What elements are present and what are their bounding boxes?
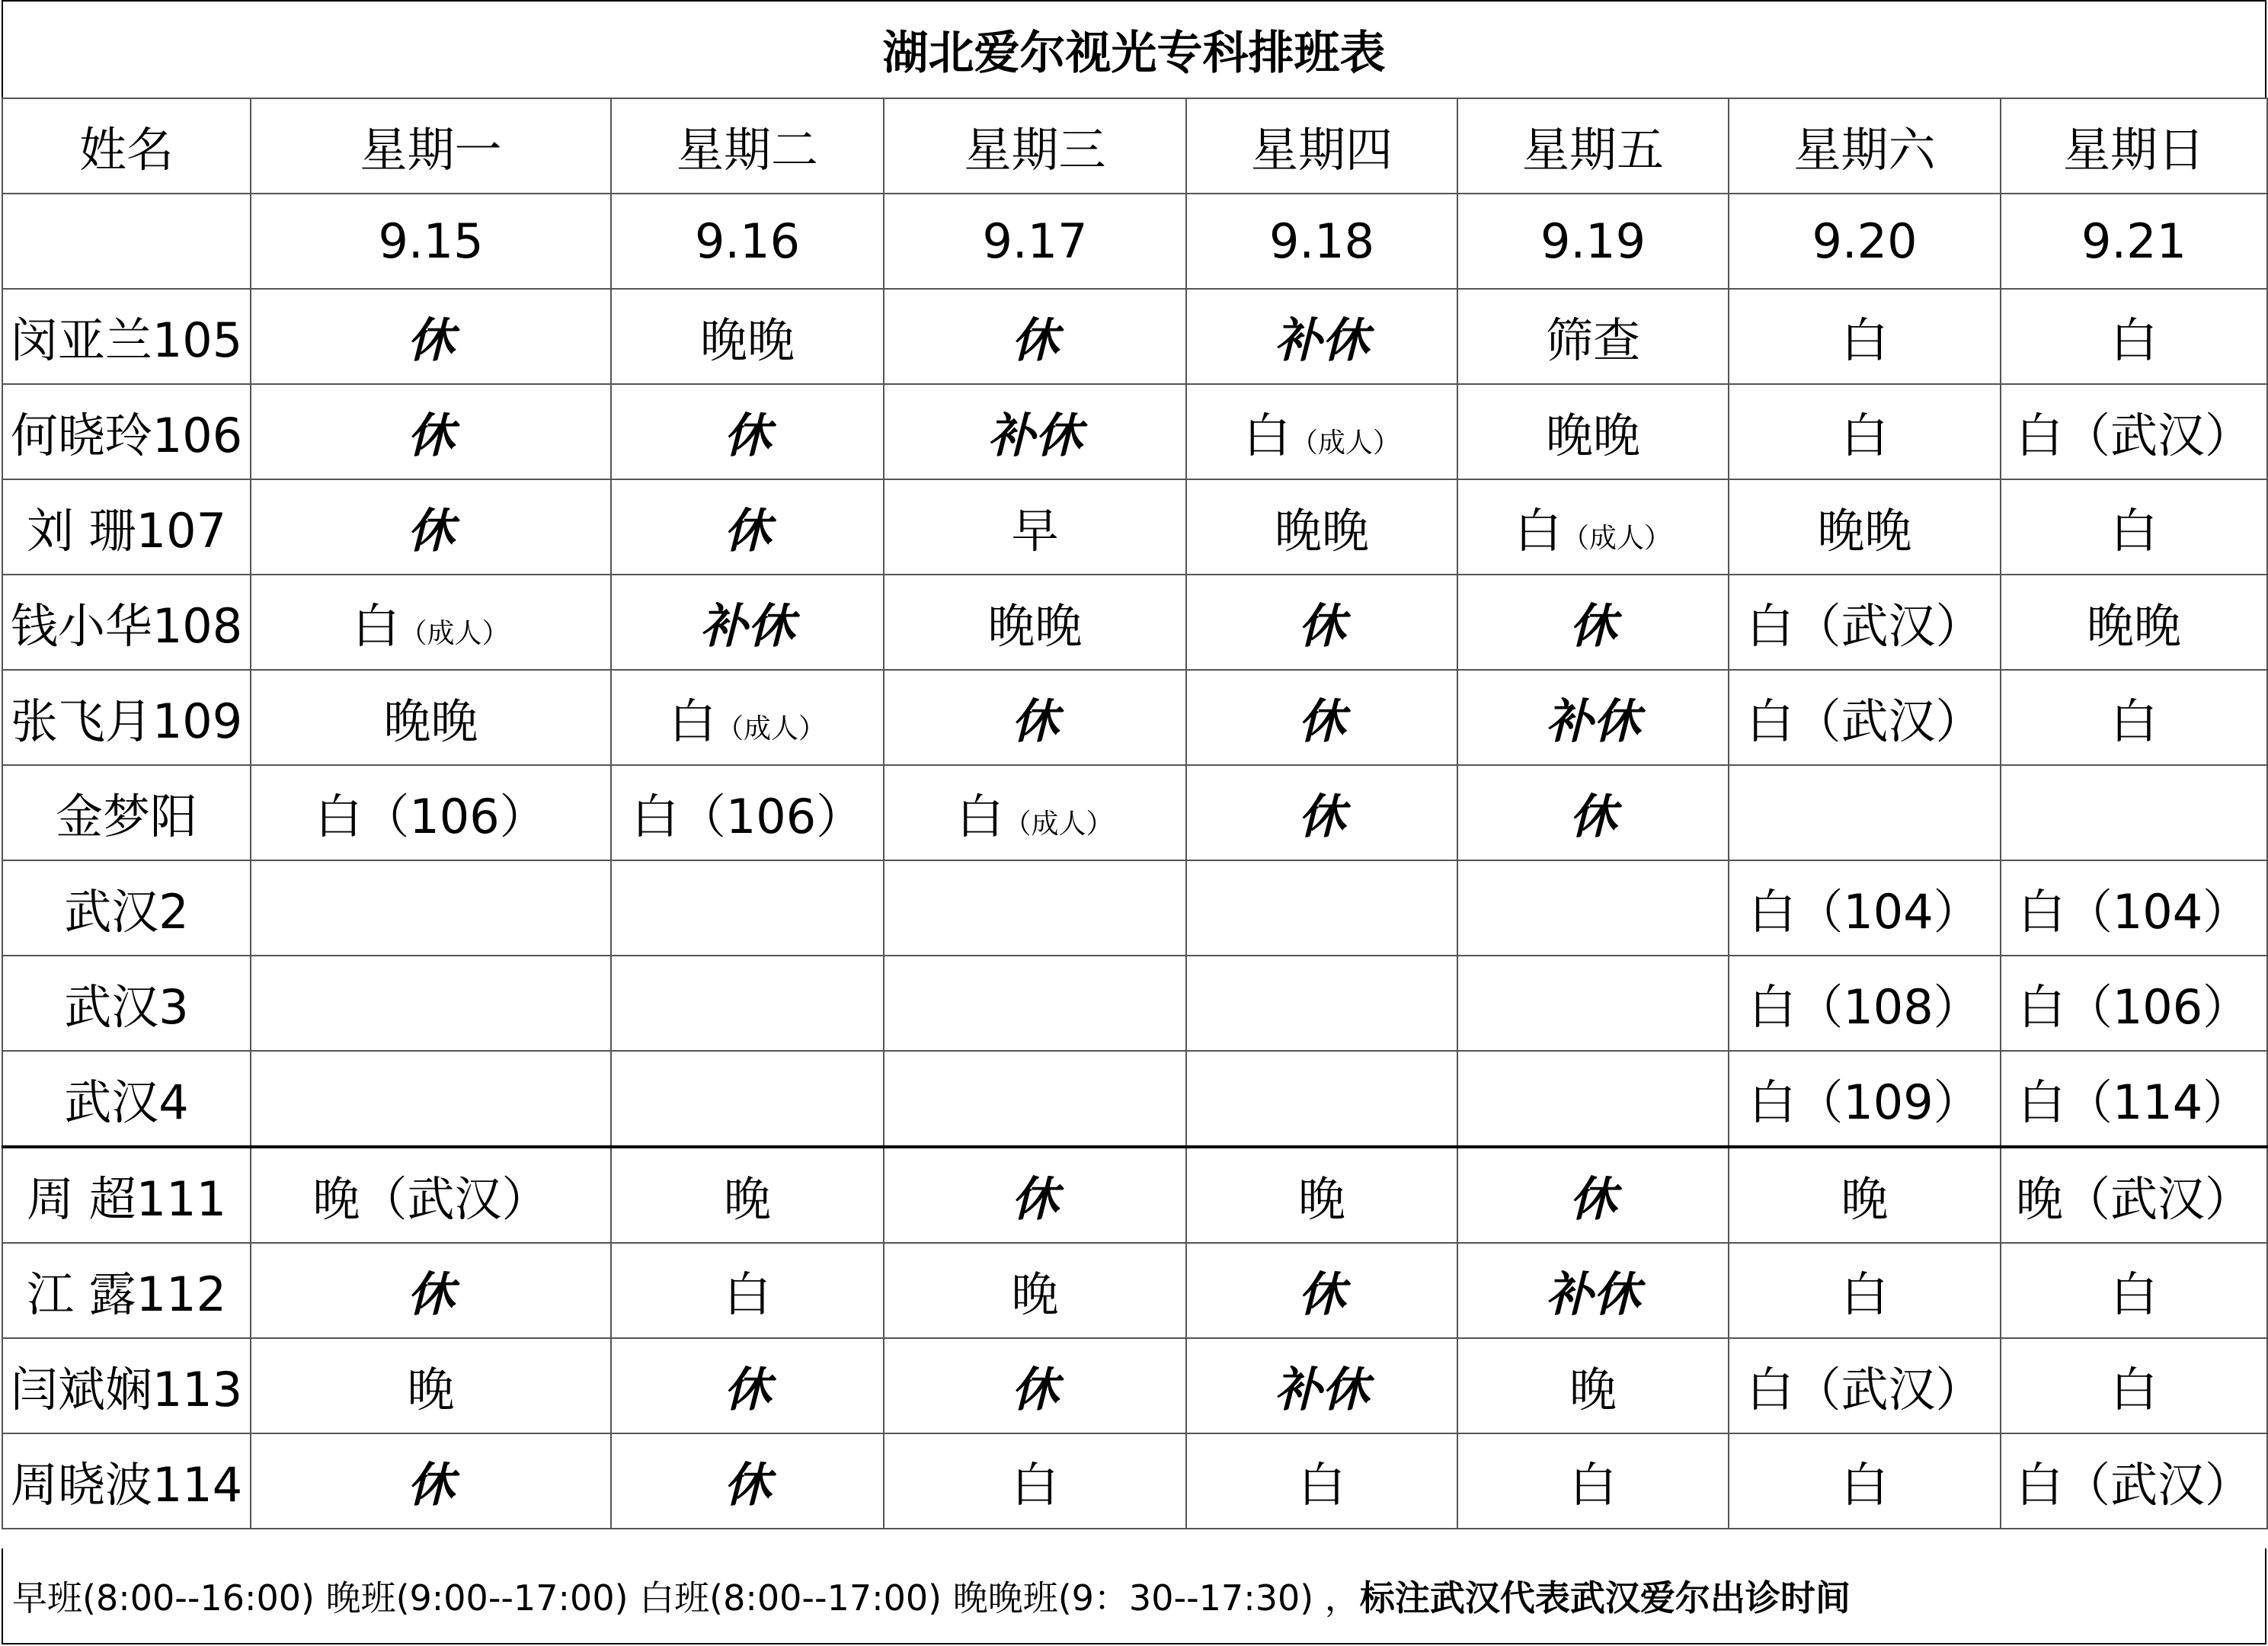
- shift-cell: [2001, 1147, 2267, 1243]
- date-row: [2, 194, 2267, 289]
- shift-cell: [1457, 289, 1729, 384]
- shift-cell: [2001, 575, 2267, 670]
- shift-label: 白: [668, 693, 716, 749]
- shift-label: 白（武汉）: [1746, 598, 1983, 654]
- rest-shift-cell: [884, 289, 1186, 384]
- shift-cell: [2001, 384, 2267, 479]
- rest-shift-cell: [251, 479, 611, 575]
- shift-cell: [1186, 479, 1457, 575]
- shift-label: 休: [1011, 312, 1059, 368]
- staff-name: 武汉3: [2, 956, 251, 1051]
- shift-cell: [1186, 384, 1457, 479]
- shift-label: 白: [1514, 503, 1562, 559]
- shift-label: 休: [723, 1457, 771, 1513]
- shift-label: 白: [1569, 1457, 1617, 1513]
- shift-label: 休: [1297, 1267, 1345, 1322]
- shift-label: 晚晚: [383, 693, 478, 749]
- shift-cell: [1457, 1433, 1729, 1529]
- rest-shift-cell: [611, 1433, 884, 1529]
- shift-cell: [884, 1433, 1186, 1529]
- shift-note: （成人）: [1562, 523, 1672, 554]
- shift-label: 筛查: [1545, 312, 1640, 368]
- staff-name: 何晓玲106: [2, 384, 251, 479]
- shift-cell: [2001, 1433, 2267, 1529]
- rest-shift-cell: [884, 384, 1186, 479]
- shift-cell: [611, 670, 884, 765]
- shift-label: 白（108）: [1748, 979, 1981, 1035]
- shift-cell: [1186, 956, 1457, 1051]
- staff-name: 闵亚兰105: [2, 289, 251, 384]
- staff-name: 周晓波114: [2, 1433, 251, 1529]
- sheet-title: 湖北爱尔视光专科排班表: [2, 0, 2266, 98]
- shift-label: 休: [1297, 693, 1345, 749]
- shift-cell: [884, 479, 1186, 575]
- shift-label: 休: [407, 503, 455, 559]
- shift-cell: [251, 670, 611, 765]
- shift-label: 晚: [1841, 1171, 1889, 1227]
- shift-cell: [1729, 956, 2001, 1051]
- shift-cell: [1729, 1147, 2001, 1243]
- staff-name: 张飞月109: [2, 670, 251, 765]
- shift-label: 晚晚: [699, 312, 795, 368]
- legend-footer: [2, 1548, 2266, 1644]
- shift-cell: [1729, 479, 2001, 575]
- shift-cell: [1729, 289, 2001, 384]
- shift-cell: [884, 1243, 1186, 1338]
- rest-shift-cell: [1186, 1338, 1457, 1433]
- shift-label: 补休: [987, 408, 1083, 463]
- staff-row: [2, 1433, 2267, 1529]
- shift-cell: [2001, 860, 2267, 956]
- shift-label: 白: [1841, 312, 1889, 368]
- rest-shift-cell: [251, 1433, 611, 1529]
- shift-label: 白: [2110, 1267, 2158, 1322]
- staff-row: [2, 289, 2267, 384]
- shift-label: 早: [1011, 503, 1059, 559]
- staff-name: 刘 珊107: [2, 479, 251, 575]
- shift-cell: [251, 1338, 611, 1433]
- shift-label: 白: [2110, 693, 2158, 749]
- shift-label: 休: [1011, 1171, 1059, 1227]
- shift-cell: [2001, 956, 2267, 1051]
- shift-cell: [2001, 765, 2267, 860]
- shift-label: 晚晚: [987, 598, 1083, 654]
- rest-shift-cell: [1186, 670, 1457, 765]
- shift-label: 补休: [699, 598, 795, 654]
- shift-label: 休: [407, 312, 455, 368]
- shift-cell: [251, 575, 611, 670]
- staff-name: 钱小华108: [2, 575, 251, 670]
- shift-label: 补休: [1274, 312, 1369, 368]
- shift-cell: [251, 1051, 611, 1147]
- shift-note: （成人）: [1291, 428, 1401, 459]
- shift-cell: [611, 1147, 884, 1243]
- staff-name: 武汉2: [2, 860, 251, 956]
- staff-row: [2, 575, 2267, 670]
- staff-row: [2, 765, 2267, 860]
- shift-cell: [1186, 1147, 1457, 1243]
- shift-cell: [251, 765, 611, 860]
- shift-label: 休: [723, 408, 771, 463]
- shift-cell: [611, 860, 884, 956]
- shift-label: 休: [723, 503, 771, 559]
- shift-cell: [884, 575, 1186, 670]
- date-cell: 9.15: [251, 194, 611, 289]
- shift-label: 白: [1243, 408, 1291, 463]
- rest-shift-cell: [611, 575, 884, 670]
- wuhan-note: 标注武汉代表武汉爱尔出诊时间: [1359, 1577, 1851, 1619]
- date-cell: 9.17: [884, 194, 1186, 289]
- shift-label: 补休: [1545, 1267, 1640, 1322]
- staff-row: [2, 1243, 2267, 1338]
- rest-shift-cell: [884, 670, 1186, 765]
- shift-label: 休: [1569, 598, 1617, 654]
- shift-cell: [884, 860, 1186, 956]
- shift-cell: [1729, 670, 2001, 765]
- shift-label: 休: [1297, 789, 1345, 844]
- rest-shift-cell: [611, 384, 884, 479]
- shift-cell: [1729, 765, 2001, 860]
- date-cell: 9.19: [1457, 194, 1729, 289]
- shift-cell: [611, 1051, 884, 1147]
- shift-label: 晚（武汉）: [2015, 1171, 2252, 1227]
- shift-cell: [1729, 1433, 2001, 1529]
- shift-cell: [251, 1147, 611, 1243]
- shift-cell: [2001, 1243, 2267, 1338]
- shift-label: 白（武汉）: [1746, 693, 1983, 749]
- rest-shift-cell: [1457, 765, 1729, 860]
- shift-cell: [611, 289, 884, 384]
- day-header: 星期四: [1186, 98, 1457, 194]
- staff-row: [2, 670, 2267, 765]
- staff-row: [2, 860, 2267, 956]
- rest-shift-cell: [251, 289, 611, 384]
- shift-cell: [2001, 1338, 2267, 1433]
- rest-shift-cell: [1457, 1147, 1729, 1243]
- shift-label: 休: [407, 408, 455, 463]
- shift-label: 白: [1841, 1457, 1889, 1513]
- rest-shift-cell: [1457, 575, 1729, 670]
- staff-row: [2, 479, 2267, 575]
- shift-label: 白: [956, 789, 1004, 844]
- rest-shift-cell: [611, 1338, 884, 1433]
- staff-row: [2, 1051, 2267, 1147]
- shift-label: 白: [1841, 1267, 1889, 1322]
- rest-shift-cell: [884, 1338, 1186, 1433]
- shift-cell: [1186, 1051, 1457, 1147]
- shift-label: 晚: [1569, 1362, 1617, 1417]
- shift-cell: [611, 956, 884, 1051]
- shift-label: 白（武汉）: [1746, 1362, 1983, 1417]
- shift-label: 白（106）: [631, 789, 864, 844]
- staff-row: [2, 1338, 2267, 1433]
- shift-cell: [884, 765, 1186, 860]
- shift-cell: [2001, 670, 2267, 765]
- shift-label: 白（武汉）: [2015, 408, 2252, 463]
- shift-cell: [1457, 956, 1729, 1051]
- rest-shift-cell: [251, 1243, 611, 1338]
- schedule-table: [2, 98, 2268, 1529]
- staff-name: 周 超111: [2, 1147, 251, 1243]
- shift-cell: [1457, 384, 1729, 479]
- shift-label: 晚晚: [1545, 408, 1640, 463]
- shift-cell: [2001, 1051, 2267, 1147]
- shift-label: 白（114）: [2017, 1074, 2250, 1130]
- staff-name: 金梦阳: [2, 765, 251, 860]
- shift-label: 晚晚: [2086, 598, 2181, 654]
- staff-row: [2, 1147, 2267, 1243]
- date-cell: 9.16: [611, 194, 884, 289]
- shift-label: 休: [1569, 1171, 1617, 1227]
- shift-cell: [1457, 860, 1729, 956]
- shift-cell: [1729, 575, 2001, 670]
- shift-note: （成人）: [399, 618, 510, 649]
- shift-label: 晚晚: [1274, 503, 1369, 559]
- shift-label: 白: [2110, 503, 2158, 559]
- shift-label: 晚: [723, 1171, 771, 1227]
- shift-label: 白（106）: [2017, 979, 2250, 1035]
- shift-cell: [1457, 1338, 1729, 1433]
- shift-label: 休: [407, 1457, 455, 1513]
- rest-shift-cell: [611, 479, 884, 575]
- shift-cell: [611, 765, 884, 860]
- day-header: 星期日: [2001, 98, 2267, 194]
- shift-cell: [251, 860, 611, 956]
- shift-label: 白: [1011, 1457, 1059, 1513]
- shift-cell: [1457, 1051, 1729, 1147]
- shift-cell: [1729, 1338, 2001, 1433]
- shift-cell: [1729, 860, 2001, 956]
- staff-name: 江 露112: [2, 1243, 251, 1338]
- day-header: 星期二: [611, 98, 884, 194]
- shift-cell: [611, 1243, 884, 1338]
- day-header: 星期三: [884, 98, 1186, 194]
- schedule-sheet: [2, 0, 2266, 1644]
- staff-name: 闫斌娴113: [2, 1338, 251, 1433]
- shift-cell: [2001, 289, 2267, 384]
- shift-label: 休: [1569, 789, 1617, 844]
- shift-label: 补休: [1545, 693, 1640, 749]
- rest-shift-cell: [1186, 765, 1457, 860]
- name-header: 姓名: [2, 98, 251, 194]
- shift-note: （成人）: [716, 713, 827, 745]
- shift-label: 晚晚: [1817, 503, 1912, 559]
- day-header: 星期六: [1729, 98, 2001, 194]
- rest-shift-cell: [884, 1147, 1186, 1243]
- shift-times: 早班(8:00--16:00) 晚班(9:00--17:00) 白班(8:00--17:00) 晚晚班(9：30--17:30) ，: [12, 1577, 1360, 1619]
- shift-cell: [1729, 384, 2001, 479]
- shift-label: 白: [2110, 312, 2158, 368]
- shift-cell: [2001, 479, 2267, 575]
- shift-label: 补休: [1274, 1362, 1369, 1417]
- shift-label: 白（武汉）: [2015, 1457, 2252, 1513]
- shift-cell: [884, 1051, 1186, 1147]
- shift-label: 休: [1297, 598, 1345, 654]
- shift-label: 休: [723, 1362, 771, 1417]
- shift-note: （成人）: [1003, 809, 1114, 840]
- shift-label: 晚: [1011, 1267, 1059, 1322]
- staff-row: [2, 384, 2267, 479]
- shift-label: 白（104）: [1748, 884, 1981, 940]
- day-header: 星期一: [251, 98, 611, 194]
- rest-shift-cell: [1186, 575, 1457, 670]
- shift-cell: [1729, 1051, 2001, 1147]
- shift-label: 白: [1297, 1457, 1345, 1513]
- shift-label: 白（104）: [2017, 884, 2250, 940]
- shift-label: 白（106）: [315, 789, 547, 844]
- shift-label: 白: [1841, 408, 1889, 463]
- shift-label: 白（109）: [1748, 1074, 1981, 1130]
- rest-shift-cell: [1186, 1243, 1457, 1338]
- date-cell: 9.18: [1186, 194, 1457, 289]
- staff-name: 武汉4: [2, 1051, 251, 1147]
- rest-shift-cell: [1457, 670, 1729, 765]
- shift-cell: [1186, 1433, 1457, 1529]
- shift-label: 白: [723, 1267, 771, 1322]
- shift-cell: [1457, 479, 1729, 575]
- shift-cell: [251, 956, 611, 1051]
- date-cell: 9.20: [1729, 194, 2001, 289]
- shift-label: 晚（武汉）: [312, 1171, 549, 1227]
- date-blank-cell: [2, 194, 251, 289]
- shift-label: 休: [1011, 1362, 1059, 1417]
- header-row: [2, 98, 2267, 194]
- shift-cell: [1186, 860, 1457, 956]
- rest-shift-cell: [251, 384, 611, 479]
- shift-label: 白: [2110, 1362, 2158, 1417]
- shift-label: 白: [352, 598, 400, 654]
- shift-label: 休: [1011, 693, 1059, 749]
- shift-label: 休: [407, 1267, 455, 1322]
- shift-cell: [1729, 1243, 2001, 1338]
- shift-label: 晚: [407, 1362, 455, 1417]
- shift-cell: [884, 956, 1186, 1051]
- rest-shift-cell: [1186, 289, 1457, 384]
- day-header: 星期五: [1457, 98, 1729, 194]
- date-cell: 9.21: [2001, 194, 2267, 289]
- shift-label: 晚: [1297, 1171, 1345, 1227]
- staff-row: [2, 956, 2267, 1051]
- rest-shift-cell: [1457, 1243, 1729, 1338]
